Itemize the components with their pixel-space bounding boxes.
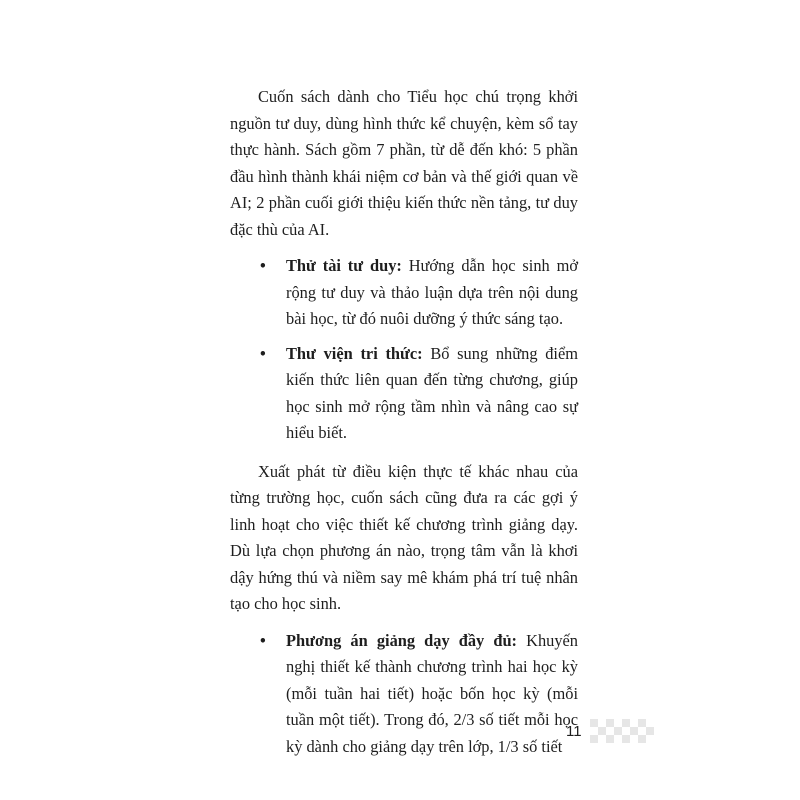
list-item-text: Bổ sung những điểm kiến thức liên quan đến từng chương, giúp học sinh mở rộng tầm nhìn và nâng cao sự hiểu biết. xyxy=(286,343,579,442)
paragraph-intro: Cuốn sách dành cho Tiểu học chú trọng khởi nguồn tư duy, dùng hình thức kể chuyện, kèm sổ tay thực hành. Sách gồm 7 phần, từ dễ đến khó: 5 phần đầu hình thành khái niệm cơ bản và thế giới quan về AI; 2 phần cuối giới thiệu kiến thức nền tảng, tư duy đặc thù của AI. xyxy=(230,87,578,239)
list-item-term: Thư viện tri thức: xyxy=(286,343,423,363)
list-item-text: Khuyến nghị thiết kế thành chương trình hai học kỳ (mỗi tuần hai tiết) hoặc bốn học kỳ (mỗi tuần một tiết). Trong đó, 2/3 số tiết mỗi học kỳ dành cho giảng dạy trên lớp, 1/3 số tiết xyxy=(286,630,579,756)
bullet-icon: • xyxy=(260,343,266,363)
page-body xyxy=(230,84,578,760)
list-item xyxy=(230,628,578,761)
bullet-icon: • xyxy=(260,630,266,650)
list-item-term: Phương án giảng dạy đầy đủ: xyxy=(286,630,518,650)
checker-decoration-icon xyxy=(590,719,654,743)
feature-list xyxy=(230,253,578,447)
list-item xyxy=(230,341,578,447)
paragraph-curriculum: Xuất phát từ điều kiện thực tế khác nhau của từng trường học, cuốn sách cũng đưa ra các gợi ý linh hoạt cho việc thiết kế chương trình giảng dạy. Dù lựa chọn phương án nào, trọng tâm vẫn là khơi dậy hứng thú và niềm say mê khám phá trí tuệ nhân tạo cho học sinh. xyxy=(230,461,578,613)
page-footer xyxy=(566,718,654,744)
page-number: 11 xyxy=(566,722,582,740)
bullet-icon: • xyxy=(260,256,266,275)
list-item xyxy=(230,253,578,333)
list-item-text: Hướng dẫn học sinh mở rộng tư duy và thảo luận dựa trên nội dung bài học, từ đó nuôi dưỡng ý thức sáng tạo. xyxy=(286,256,578,328)
plan-list xyxy=(230,628,578,761)
list-item-term: Thử tài tư duy: xyxy=(286,256,402,275)
